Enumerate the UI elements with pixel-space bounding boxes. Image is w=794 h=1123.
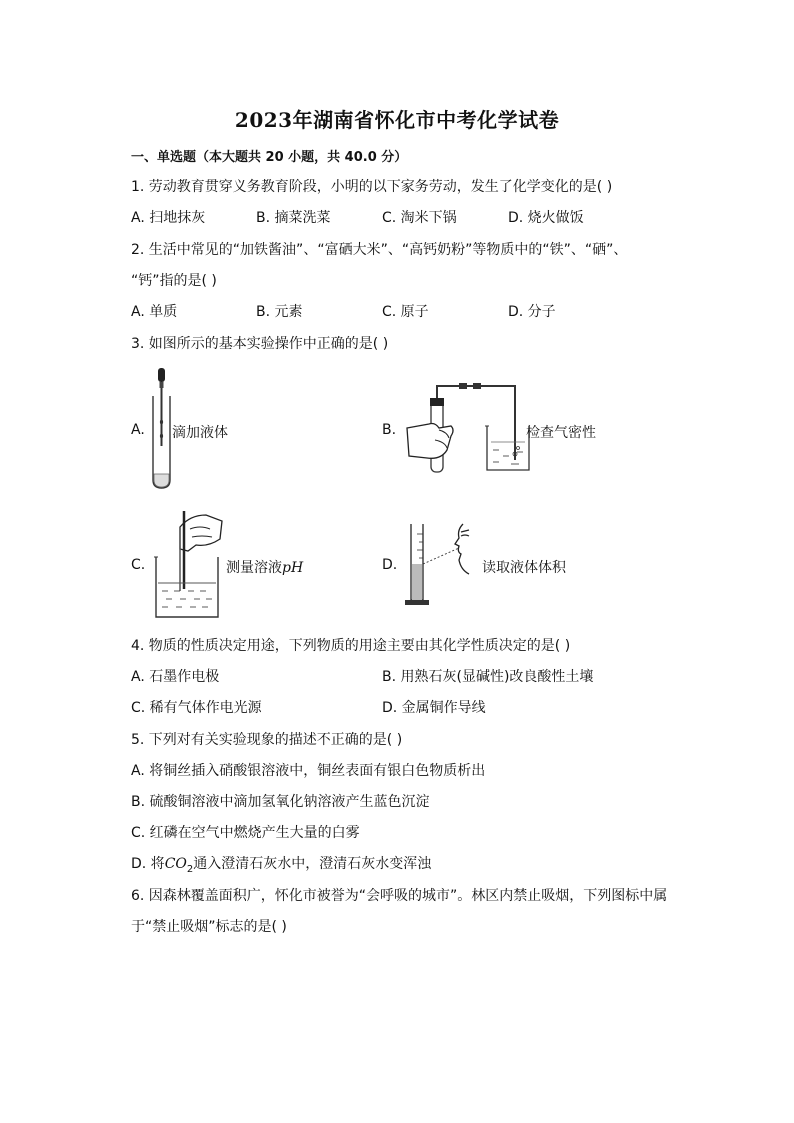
ph-measure-figure bbox=[150, 505, 226, 621]
q5-option-d-formula: CO bbox=[164, 856, 187, 872]
q3-option-d-label: 读取液体体积 bbox=[482, 560, 566, 576]
question-5-stem: 5. 下列对有关实验现象的描述不正确的是( ) bbox=[131, 732, 403, 748]
q4-option-d: D. 金属铜作导线 bbox=[382, 700, 486, 716]
q2-option-b: B. 元素 bbox=[256, 304, 303, 320]
q5-option-a: A. 将铜丝插入硝酸银溶液中，铜丝表面有银白色物质析出 bbox=[131, 763, 486, 779]
q1-option-a: A. 扫地抹灰 bbox=[131, 210, 206, 226]
q3-option-c-label-ph: pH bbox=[282, 560, 304, 576]
q1-option-c: C. 淘米下锅 bbox=[382, 210, 457, 226]
question-2-stem-line2: “钙”指的是( ) bbox=[131, 273, 217, 289]
q5-option-d-subscript: 2 bbox=[186, 863, 194, 875]
q5-option-c: C. 红磷在空气中燃烧产生大量的白雾 bbox=[131, 825, 360, 841]
question-6-stem-line1: 6. 因森林覆盖面积广，怀化市被誉为“会呼吸的城市”。林区内禁止吸烟，下列图标中属 bbox=[131, 888, 668, 904]
q1-option-b: B. 摘菜洗菜 bbox=[256, 210, 331, 226]
q5-option-b: B. 硫酸铜溶液中滴加氢氧化钠溶液产生蓝色沉淀 bbox=[131, 794, 430, 810]
airtightness-check-figure bbox=[405, 380, 535, 476]
q4-option-b: B. 用熟石灰(显碱性)改良酸性土壤 bbox=[382, 669, 594, 685]
q5-option-d-pre: D. 将 bbox=[131, 856, 165, 872]
question-3-stem: 3. 如图所示的基本实验操作中正确的是( ) bbox=[131, 336, 389, 352]
q3-option-a-label: 滴加液体 bbox=[172, 425, 228, 441]
q3-option-a-letter: A. bbox=[131, 422, 145, 438]
section-heading: 一、单选题（本大题共 20 小题，共 40.0 分） bbox=[131, 150, 408, 165]
q3-option-c-label bbox=[226, 557, 303, 577]
q3-option-d-letter: D. bbox=[382, 557, 398, 573]
q5-option-d-post: 通入澄清石灰水中，澄清石灰水变浑浊 bbox=[193, 856, 432, 872]
q3-option-b-label: 检查气密性 bbox=[526, 425, 596, 441]
q4-option-c: C. 稀有气体作电光源 bbox=[131, 700, 262, 716]
question-1-stem: 1. 劳动教育贯穿义务教育阶段，小明的以下家务劳动，发生了化学变化的是( ) bbox=[131, 179, 613, 195]
q1-option-d: D. 烧火做饭 bbox=[508, 210, 584, 226]
graduated-cylinder-figure bbox=[403, 520, 483, 610]
q5-option-d bbox=[131, 853, 431, 875]
q3-option-b-letter: B. bbox=[382, 422, 397, 438]
q2-option-c: C. 原子 bbox=[382, 304, 429, 320]
q3-option-c-label-text: 测量溶液 bbox=[226, 560, 282, 576]
q4-option-a: A. 石墨作电极 bbox=[131, 669, 220, 685]
q2-option-d: D. 分子 bbox=[508, 304, 556, 320]
q2-option-a: A. 单质 bbox=[131, 304, 178, 320]
question-2-stem-line1: 2. 生活中常见的“加铁酱油”、“富硒大米”、“高钙奶粉”等物质中的“铁”、“硒”、 bbox=[131, 242, 628, 258]
q3-option-c-letter: C. bbox=[131, 557, 146, 573]
question-4-stem: 4. 物质的性质决定用途，下列物质的用途主要由其化学性质决定的是( ) bbox=[131, 638, 571, 654]
page-title: 2023年湖南省怀化市中考化学试卷 bbox=[234, 108, 560, 132]
question-6-stem-line2: 于“禁止吸烟”标志的是( ) bbox=[131, 919, 287, 935]
